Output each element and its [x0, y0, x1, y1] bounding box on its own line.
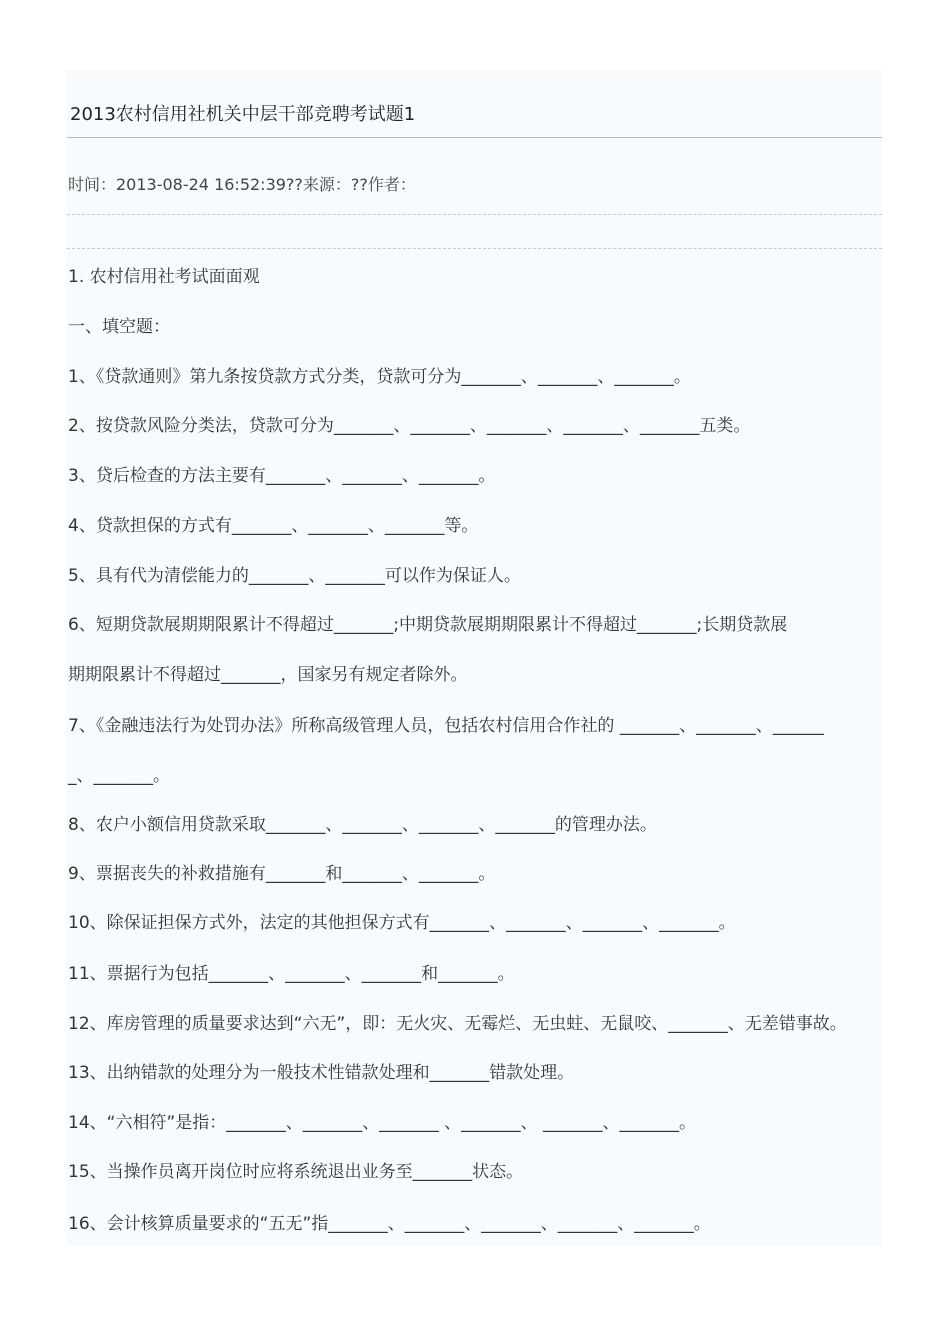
question-line: 13、出纳错款的处理分为一般技术性错款处理和_______错款处理。	[68, 1063, 575, 1083]
question-line: 8、农户小额信用贷款采取_______、_______、_______、_______的管理办法。	[68, 815, 657, 835]
question-line: 期期限累计不得超过_______，国家另有规定者除外。	[68, 665, 468, 685]
question-line: 16、会计核算质量要求的“五无”指_______、_______、_______、_______、_______。	[68, 1214, 711, 1234]
question-line: 6、短期贷款展期期限累计不得超过_______;中期贷款展期期限累计不得超过_______;长期贷款展	[68, 615, 788, 635]
question-line: _、_______。	[68, 766, 170, 786]
question-line: 7、《金融违法行为处罚办法》所称高级管理人员，包括农村信用合作社的 _______、_______、______	[68, 716, 824, 736]
article-meta: 时间：2013-08-24 16:52:39??来源：??作者：	[68, 175, 416, 194]
dashed-divider-bottom	[67, 248, 882, 249]
section-heading: 1. 农村信用社考试面面观	[68, 267, 260, 287]
question-line: 12、库房管理的质量要求达到“六无”，即：无火灾、无霉烂、无虫蛀、无鼠咬、_______、无差错事故。	[68, 1014, 847, 1034]
question-line: 4、贷款担保的方式有_______、_______、_______等。	[68, 516, 479, 536]
question-line: 1、《贷款通则》第九条按贷款方式分类，贷款可分为_______、_______、_______。	[68, 367, 691, 387]
question-line: 14、“六相符”是指：_______、_______、_______ 、_______、 _______、_______。	[68, 1113, 697, 1133]
question-line: 15、当操作员离开岗位时应将系统退出业务至_______状态。	[68, 1162, 524, 1182]
article-title: 2013农村信用社机关中层干部竞聘考试题1	[70, 104, 416, 125]
part-heading: 一、填空题：	[68, 317, 170, 337]
title-divider	[67, 137, 882, 138]
question-line: 3、贷后检查的方法主要有_______、_______、_______。	[68, 466, 496, 486]
dashed-divider-top	[67, 214, 882, 215]
question-line: 9、票据丧失的补救措施有_______和_______、_______。	[68, 864, 496, 884]
question-line: 2、按贷款风险分类法，贷款可分为_______、_______、_______、_______、_______五类。	[68, 416, 751, 436]
question-line: 11、票据行为包括_______、_______、_______和_______。	[68, 964, 515, 984]
question-line: 10、除保证担保方式外，法定的其他担保方式有_______、_______、_______、_______。	[68, 913, 736, 933]
question-line: 5、具有代为清偿能力的_______、_______可以作为保证人。	[68, 566, 521, 586]
